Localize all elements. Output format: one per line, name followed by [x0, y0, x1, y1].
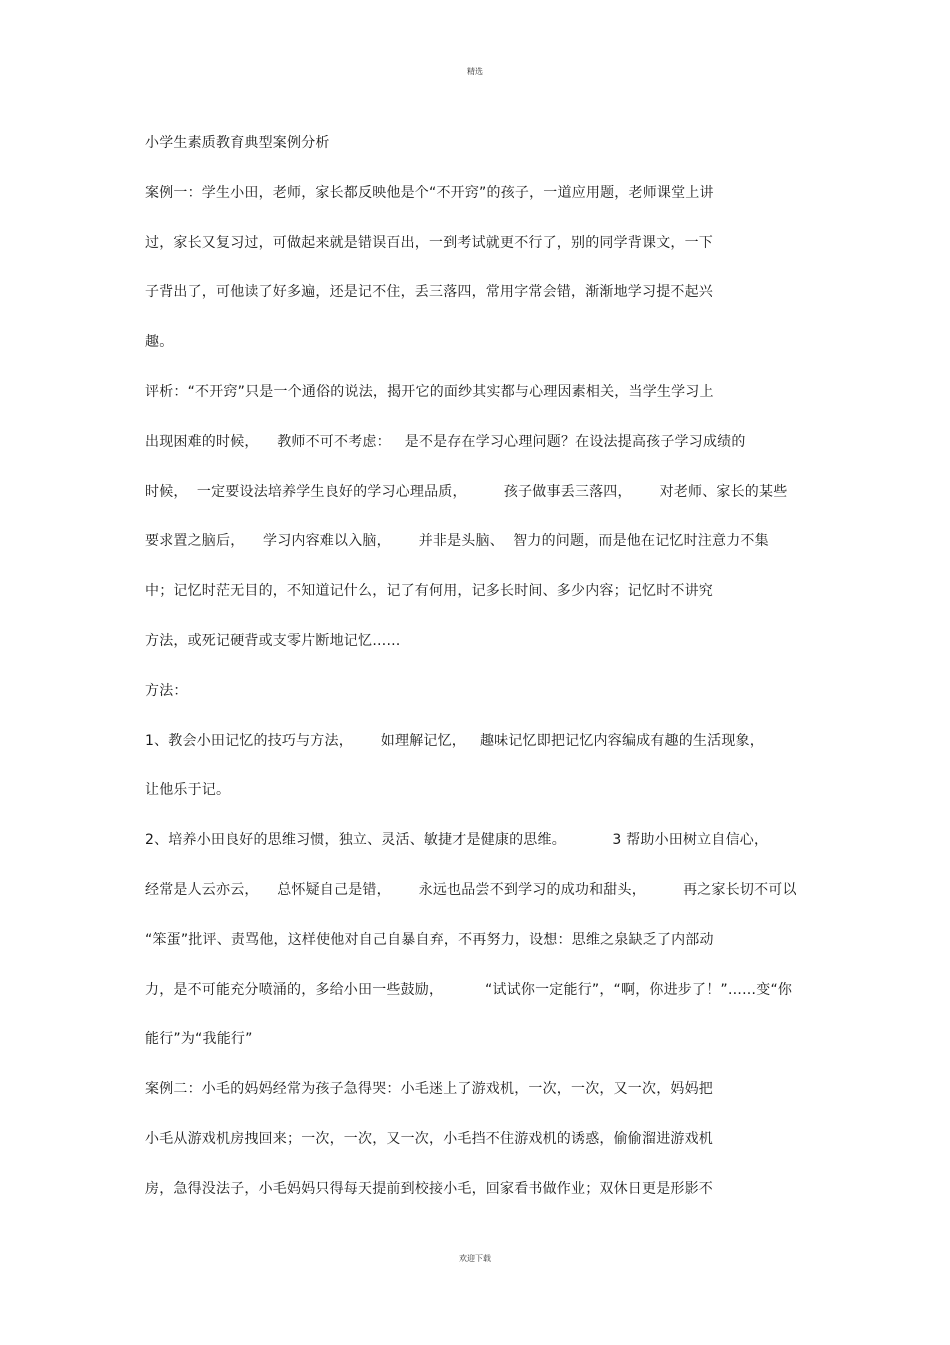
text-line: 让他乐于记。 — [145, 782, 231, 799]
document-title: 小学生素质教育典型案例分析 — [145, 135, 330, 151]
section-heading: 方法： — [145, 682, 188, 699]
text-line: 2、培养小田良好的思维习惯，独立、灵活、敏捷才是健康的思维。 3 帮助小田树立自信心， — [145, 832, 769, 849]
text-line: 趣。 — [145, 334, 174, 351]
text-line: 案例一：学生小田，老师，家长都反映他是个“不开窍”的孩子，一道应用题，老师课堂上讲 — [145, 184, 714, 201]
text-line: 能行”为“我能行” — [145, 1031, 253, 1048]
text-line: 经常是人云亦云， 总怀疑自己是错， 永远也品尝不到学习的成功和甜头， 再之家长切不可以 — [145, 881, 797, 898]
text-line: 方法，或死记硬背或支零片断地记忆…… — [145, 632, 401, 649]
text-line: 案例二：小毛的妈妈经常为孩子急得哭：小毛迷上了游戏机，一次，一次，又一次，妈妈把 — [145, 1081, 713, 1098]
document-body — [145, 133, 845, 1229]
text-line: 过，家长又复习过，可做起来就是错误百出，一到考试就更不行了，别的同学背课文，一下 — [145, 234, 713, 251]
text-line: “笨蛋”批评、责骂他，这样使他对自己自暴自弃，不再努力，设想：思维之泉缺乏了内部动 — [145, 931, 714, 948]
text-line: 房，急得没法子，小毛妈妈只得每天提前到校接小毛，回家看书做作业；双休日更是形影不 — [145, 1180, 713, 1197]
text-line: 力，是不可能充分喷涌的，多给小田一些鼓励， “试试你一定能行”，“啊，你进步了！”……变“你 — [145, 981, 793, 998]
page-header: 精选 — [467, 67, 483, 76]
text-line: 1、教会小田记忆的技巧与方法， 如理解记忆， 趣味记忆即把记忆内容编成有趣的生活现象， — [145, 732, 764, 749]
text-line: 子背出了，可他读了好多遍，还是记不住，丢三落四，常用字常会错，渐渐地学习提不起兴 — [145, 284, 713, 301]
text-line: 评析：“不开窍”只是一个通俗的说法，揭开它的面纱其实都与心理因素相关，当学生学习上 — [145, 383, 714, 400]
page-footer: 欢迎下载 — [459, 1254, 491, 1263]
text-line: 要求置之脑后， 学习内容难以入脑， 并非是头脑、 智力的问题，而是他在记忆时注意力不集 — [145, 533, 769, 550]
text-line: 中；记忆时茫无目的，不知道记什么，记了有何用，记多长时间、多少内容；记忆时不讲究 — [145, 583, 713, 600]
text-line: 小毛从游戏机房拽回来；一次，一次，又一次，小毛挡不住游戏机的诱惑，偷偷溜进游戏机 — [145, 1130, 713, 1147]
text-line: 时候， 一定要设法培养学生良好的学习心理品质， 孩子做事丢三落四， 对老师、家长的某些 — [145, 483, 788, 500]
text-line: 出现困难的时候， 教师不可不考虑： 是不是存在学习心理问题？在设法提高孩子学习成绩的 — [145, 433, 746, 450]
